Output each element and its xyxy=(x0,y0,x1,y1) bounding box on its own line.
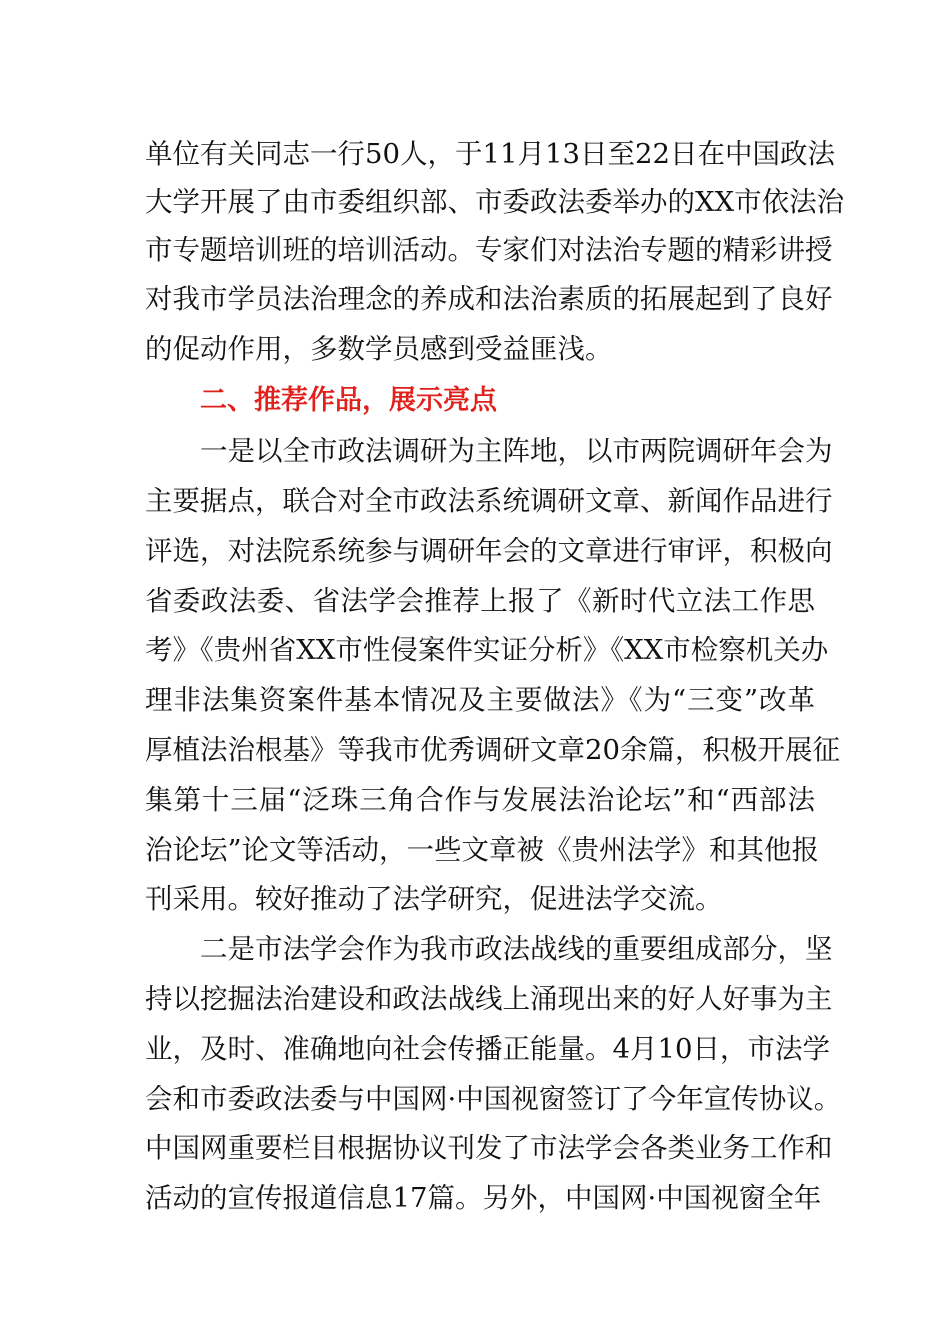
paragraph-line: 二是市法学会作为我市政法战线的重要组成部分，坚 xyxy=(200,933,833,965)
paragraph-line: 活动的宣传报道信息17篇。另外，中国网·中国视窗全年 xyxy=(145,1182,822,1214)
paragraph-line: 理非法集资案件基本情况及主要做法》《为“三变”改革 xyxy=(145,684,815,716)
paragraph-line: 省委政法委、省法学会推荐上报了《新时代立法工作思 xyxy=(145,585,815,617)
paragraph-line: 治论坛”论文等活动，一些文章被《贵州法学》和其他报 xyxy=(145,834,820,866)
paragraph-line: 会和市委政法委与中国网·中国视窗签订了今年宣传协议。 xyxy=(145,1083,842,1115)
paragraph-line: 评选，对法院系统参与调研年会的文章进行审评，积极向 xyxy=(145,535,833,567)
paragraph-line: 单位有关同志一行50人，于11月13日至22日在中国政法 xyxy=(145,138,835,170)
paragraph-line: 业，及时、准确地向社会传播正能量。4月10日，市法学 xyxy=(145,1033,830,1065)
paragraph-line: 对我市学员法治理念的养成和法治素质的拓展起到了良好 xyxy=(145,283,833,315)
section-heading: 二、推荐作品，展示亮点 xyxy=(200,385,497,416)
paragraph-line: 的促动作用，多数学员感到受益匪浅。 xyxy=(145,333,613,365)
paragraph-line: 刊采用。较好推动了法学研究，促进法学交流。 xyxy=(145,883,723,915)
paragraph-line: 一是以全市政法调研为主阵地，以市两院调研年会为 xyxy=(200,435,833,467)
paragraph-line: 中国网重要栏目根据协议刊发了市法学会各类业务工作和 xyxy=(145,1132,833,1164)
paragraph-line: 大学开展了由市委组织部、市委政法委举办的XX市依法治 xyxy=(145,186,845,218)
paragraph-line: 持以挖掘法治建设和政法战线上涌现出来的好人好事为主 xyxy=(145,983,833,1015)
paragraph-line: 厚植法治根基》等我市优秀调研文章20余篇，积极开展征 xyxy=(145,734,840,766)
paragraph-line: 主要据点，联合对全市政法系统调研文章、新闻作品进行 xyxy=(145,485,833,517)
paragraph-line: 集第十三届“泛珠三角合作与发展法治论坛”和“西部法 xyxy=(145,784,815,816)
paragraph-line: 考》《贵州省XX市性侵案件实证分析》《XX市检察机关办 xyxy=(145,634,829,666)
paragraph-line: 市专题培训班的培训活动。专家们对法治专题的精彩讲授 xyxy=(145,234,833,266)
